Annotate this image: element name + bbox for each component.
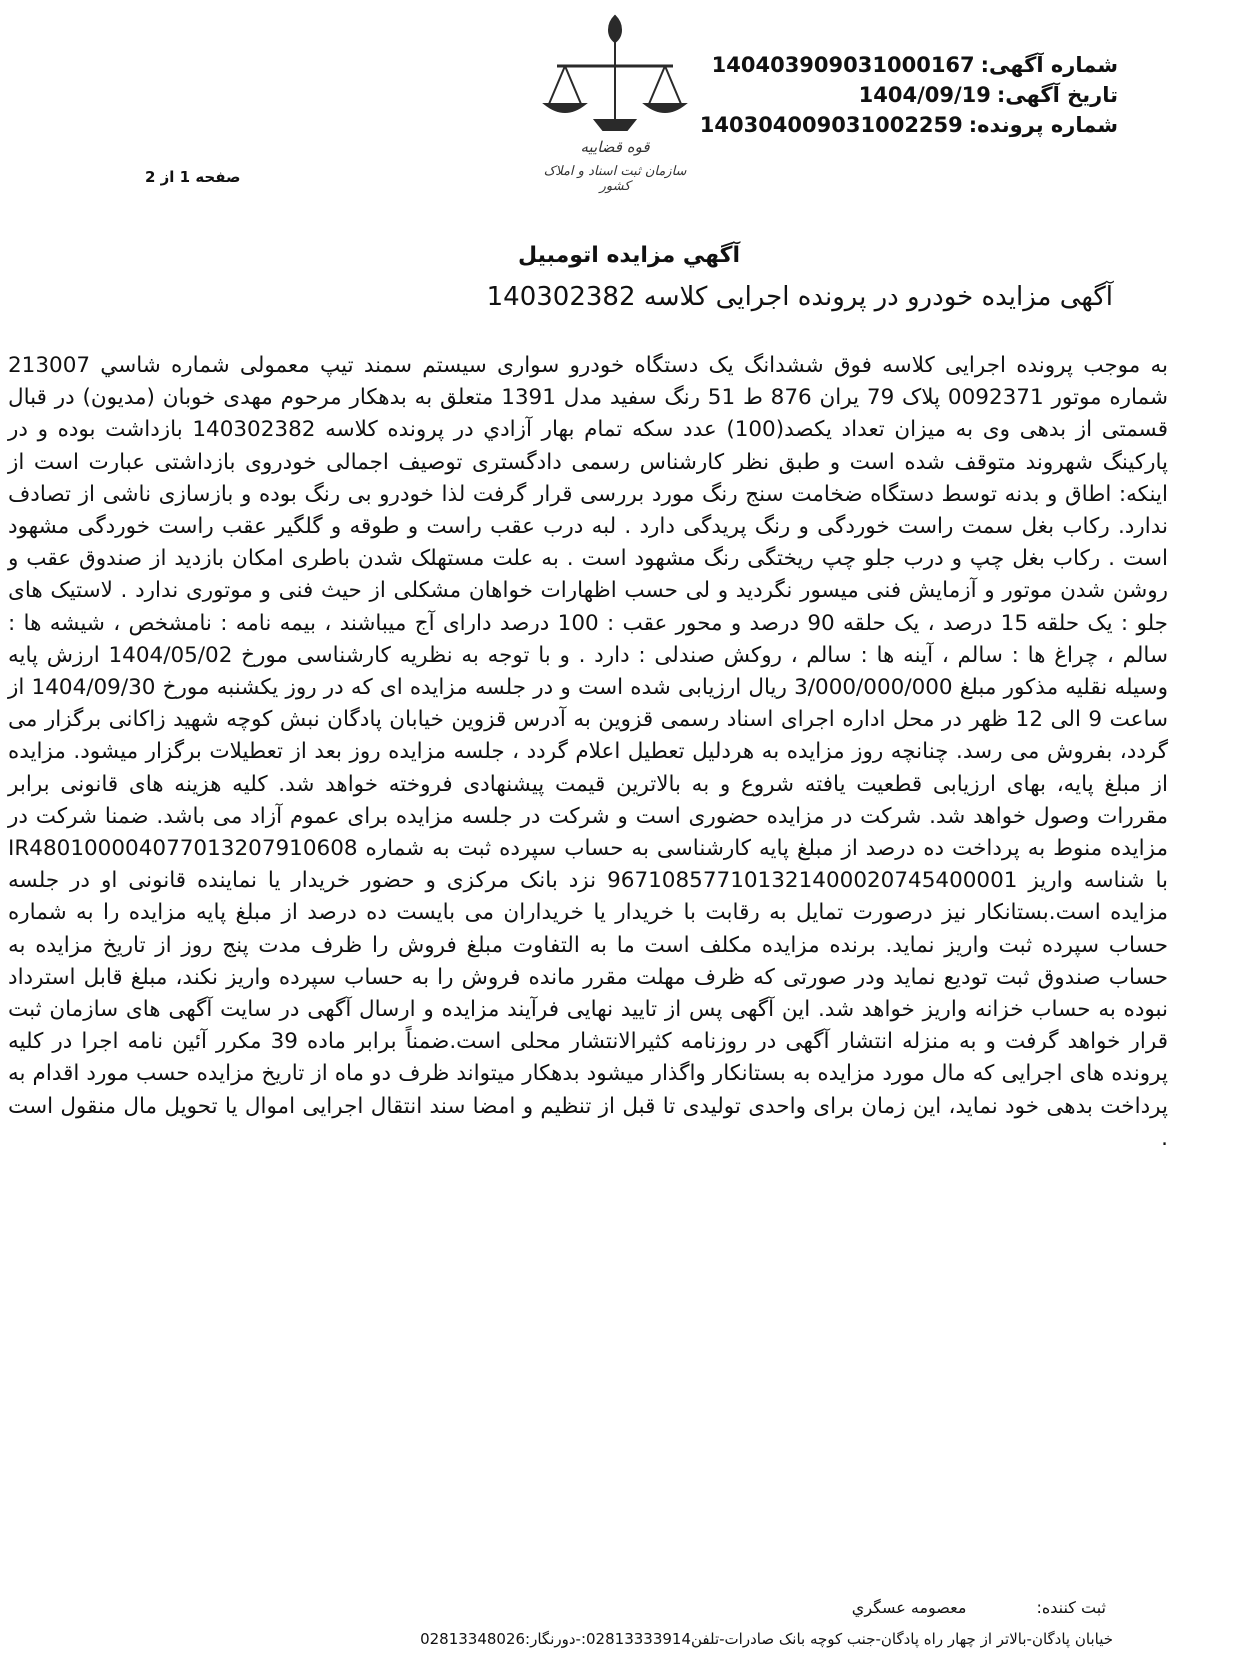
emblem-caption-registry: سازمان ثبت اسناد و املاک کشور xyxy=(543,164,687,194)
file-number-label: شماره پرونده: xyxy=(968,113,1118,137)
registrar-name: معصومه عسگري xyxy=(851,1598,967,1617)
ad-date: 1404/09/19 xyxy=(858,83,991,107)
notice-subtitle-text: آگهی مزایده خودرو در پرونده اجرایی کلاسه xyxy=(643,282,1113,312)
fax-label: :-دورنگار xyxy=(530,1630,587,1648)
notice-title: آگهي مزايده اتومبيل xyxy=(517,243,741,268)
registrar-label: ثبت کننده: xyxy=(1036,1598,1106,1617)
registrar xyxy=(852,1598,1106,1617)
page-indicator: صفحه 1 از 2 xyxy=(145,168,241,186)
notice-body: به موجب پرونده اجرايی کلاسه فوق ششدانگ یک دستگاه خودرو سواری سیستم سمند تیپ معمولی شماره شاسي 213007 شماره موتور 0092371 پلاک 79 یران 876 ط 51 رنگ سفيد مدل 1391 متعلق به بدهکار مرحوم مهدی خوبان (مدیون) در قبال قسمتی از بدهی وی به میزان تعداد یکصد(100) عدد سکه تمام بهار آزادي در پرونده کلاسه 140302382 بازداشت بوده و در پارکینگ شهروند متوقف شده است و طبق نظر کارشناس رسمی دادگستری توصیف اجمالی خودروی بازداشتی عبارت است از اینکه: اطاق و بدنه توسط دستگاه ضخامت سنج رنگ مورد بررسی قرار گرفت لذا خودرو بی رنگ بوده و بازسازی ناشی از تصادف ندارد. رکاب بغل سمت راست خوردگی و رنگ پریدگی دارد . لبه درب عقب راست و طوقه و گلگیر عقب راست خوردگی مشهود است . رکاب بغل چپ و درب جلو چپ ریختگی رنگ مشهود است . به علت مستهلک شدن باطری امکان بازدید از صندوق عقب و روشن شدن موتور و آزمایش فنی میسور نگردید و لی حسب اظهارات خواهان مشکلی از حیث فنی و موتوری ندارد . لاستیک های جلو : یک حلقه 15 درصد ، یک حلقه 90 درصد و محور عقب : 100 درصد دارای آج میباشند ، بیمه نامه : نامشخص ، شیشه ها : سالم ، چراغ ها : سالم ، آینه ها : سالم ، روکش صندلی : دارد . و با توجه به نظریه کارشناسی مورخ 1404/05/02 ارزش پایه وسیله نقلیه مذکور مبلغ 3/000/000/000 ریال ارزیابی شده است و در جلسه مزایده ای که در روز یکشنبه مورخ 1404/09/30 از ساعت 9 الی 12 ظهر در محل اداره اجرای اسناد رسمی قزوین به آدرس قزوین خیابان پادگان نبش کوچه شهید زاکانی برگزار می گردد، بفروش می رسد. چنانچه روز مزایده به هردلیل تعطیل اعلام گردد ، جلسه مزایده روز بعد از تعطیلات برگزار میشود. مزایده از مبلغ پایه، بهای ارزیابی قطعیت یافته شروع و به بالاترین قیمت پیشنهادی فروخته خواهد شد. کلیه هزینه های قانونی برابر مقررات وصول خواهد شد. شرکت در مزایده حضوری است و شرکت در جلسه مزایده برای عموم آزاد می باشد. ضمنا شرکت در مزایده منوط به پرداخت ده درصد از مبلغ پایه کارشناسی به حساب سپرده ثبت به شماره IR480100004077013207910608 با شناسه واریز 967108577101321400020745400001 نزد بانک مرکزی و حضور خریدار یا نماینده قانونی او در جلسه مزایده است.بستانکار نیز درصورت تمایل به رقابت با خریدار یا خریداران می بایست ده درصد از مبلغ پایه مزایده را به شماره حساب سپرده ثبت واریز نماید. برنده مزایده مکلف است ما به التفاوت مبلغ فروش را ظرف مدت پنج روز از تاریخ مزایده به حساب صندوق ثبت تودیع نماید ودر صورتی که ظرف مهلت مقرر مانده فروش را به حساب سپرده واریز نکند، مبلغ قابل استرداد نبوده به حساب خزانه واریز خواهد شد. این آگهی پس از تایید نهایی فرآیند مزایده و ارسال آگهی در سایت آگهی های سازمان ثبت قرار خواهد گرفت و به منزله انتشار آگهی در روزنامه کثیرالانتشار محلی است.ضمناً برابر ماده 39 مکرر آئین نامه اجرا در کلیه پرونده های اجرایی که مال مورد مزایده به بستانکار واگذار میشود بدهکار میتواند ظرف دو ماه از تاریخ مزایده حسب مورد اقدام به پرداخت بدهی خود نماید، این زمان برای واحدی تولیدی تا قبل از تنظیم و امضا سند انتقال اجرایی اموال یا تحویل مال منقول است . xyxy=(8,353,1169,1151)
ad-number: 140403909031000167 xyxy=(711,53,975,77)
ad-date-row xyxy=(698,80,1118,110)
judiciary-emblem xyxy=(535,8,695,194)
notice-meta xyxy=(698,50,1118,140)
ad-number-row xyxy=(698,50,1118,80)
notice-subtitle xyxy=(487,282,1113,312)
case-number: 140302382 xyxy=(486,282,636,312)
scales-of-justice-icon xyxy=(535,8,695,188)
file-number-row xyxy=(698,110,1118,140)
emblem-caption-judiciary: قوه قضاییه xyxy=(580,138,650,156)
address-text: خیابان پادگان-بالاتر از چهار راه پادگان-جنب کوچه بانک صادرات-تلفن xyxy=(691,1630,1113,1648)
fax-number: 02813348026: xyxy=(420,1630,531,1648)
file-number: 140304009031002259 xyxy=(699,113,963,137)
ad-number-label: شماره آگهی: xyxy=(980,53,1118,77)
phone-number: 02813333914 xyxy=(586,1630,691,1648)
office-address xyxy=(420,1630,1113,1648)
ad-date-label: تاریخ آگهی: xyxy=(996,83,1118,107)
